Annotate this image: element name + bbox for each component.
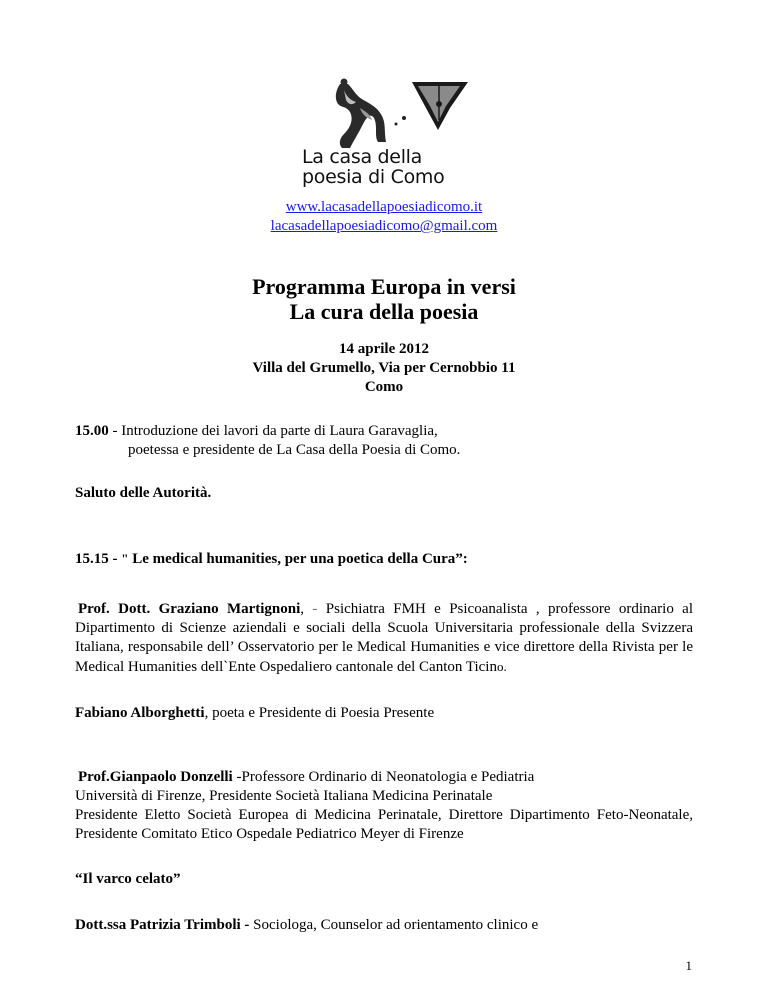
speaker3-bio-1: -Professore Ordinario di Neonatologia e Pediatria: [232, 769, 535, 785]
logo-line-2: poesia di Como: [302, 166, 445, 188]
speaker4-bio: Sociologa, Counselor ad orientamento clinico e: [253, 917, 539, 933]
logo-wordmark: [302, 147, 444, 187]
speaker2-name: Fabiano Alborghetti: [75, 705, 205, 721]
speaker-trimboli: [75, 916, 693, 935]
speaker1-name: Prof. Dott. Graziano Martignoni: [78, 601, 301, 617]
speaker1-bio-tail: o.: [496, 659, 507, 674]
intro-time: 15.00: [75, 423, 109, 439]
page-number: 1: [685, 958, 692, 973]
session-title: Le medical humanities, per una poetica della Cura”:: [128, 551, 468, 567]
speaker1-dash: -: [312, 601, 318, 617]
event-date: 14 aprile 2012: [339, 341, 429, 357]
title-line-2: La cura della poesia: [289, 299, 479, 324]
event-details: [0, 340, 768, 397]
speaker-donzelli: [75, 768, 693, 844]
speaker-alborghetti: [75, 704, 693, 723]
logo-line-1: La casa della: [302, 146, 422, 168]
speaker3-name: Prof.Gianpaolo Donzelli: [78, 769, 233, 785]
session-time: 15.15 -: [75, 551, 122, 567]
title-line-1: Programma Europa in versi: [252, 274, 516, 299]
intro-separator: -: [108, 423, 122, 439]
website-link[interactable]: www.lacasadellapoesiadicomo.it: [285, 199, 483, 215]
document-title: [0, 274, 768, 324]
intro-item: [75, 422, 693, 460]
speaker3-bio-2: Università di Firenze, Presidente Società Italiana Medicina Perinatale: [75, 788, 493, 804]
event-venue: Villa del Grumello, Via per Cernobbio 11: [252, 360, 516, 376]
speaker-martignoni: [75, 600, 693, 677]
session-open-quote: ": [121, 551, 129, 566]
talk-title: “Il varco celato”: [75, 871, 181, 887]
email-link[interactable]: lacasadellapoesiadicomo@gmail.com: [270, 218, 498, 234]
intro-text-line-1: Introduzione dei lavori da parte di Laura Garavaglia,: [121, 423, 438, 439]
speaker3-line-1: [75, 768, 693, 787]
speaker3-bio-3: Presidente Eletto Società Europea di Medicina Perinatale, Direttore Dipartimento Feto-Neonatale, Presidente Comitato Etico Ospedale Pediatrico Meyer di Firenze: [75, 807, 693, 842]
intro-text-line-2: poetessa e presidente de La Casa della Poesia di Como.: [128, 442, 461, 458]
casa-della-poesia-logo: [300, 78, 472, 196]
speaker1-bio: Psichiatra FMH e Psicoanalista , professore ordinario al Dipartimento di Scienze aziendali e sociali della Scuola Universitaria professionale della Svizzera Italiana, responsabile dell’ Osservatorio per le Medical Humanities e vice direttore della Rivista per le Medical Humanities dell`Ente Ospedaliero cantonale del Canton Ticin: [75, 601, 694, 675]
speaker2-bio: , poeta e Presidente di Poesia Presente: [204, 705, 435, 721]
speaker1-comma: ,: [300, 601, 313, 617]
session-heading: [75, 549, 693, 569]
contact-links: [0, 198, 768, 236]
saluto-autorita: Saluto delle Autorità.: [75, 485, 212, 501]
speaker4-name: Dott.ssa Patrizia Trimboli -: [75, 917, 254, 933]
event-city: Como: [364, 379, 404, 395]
